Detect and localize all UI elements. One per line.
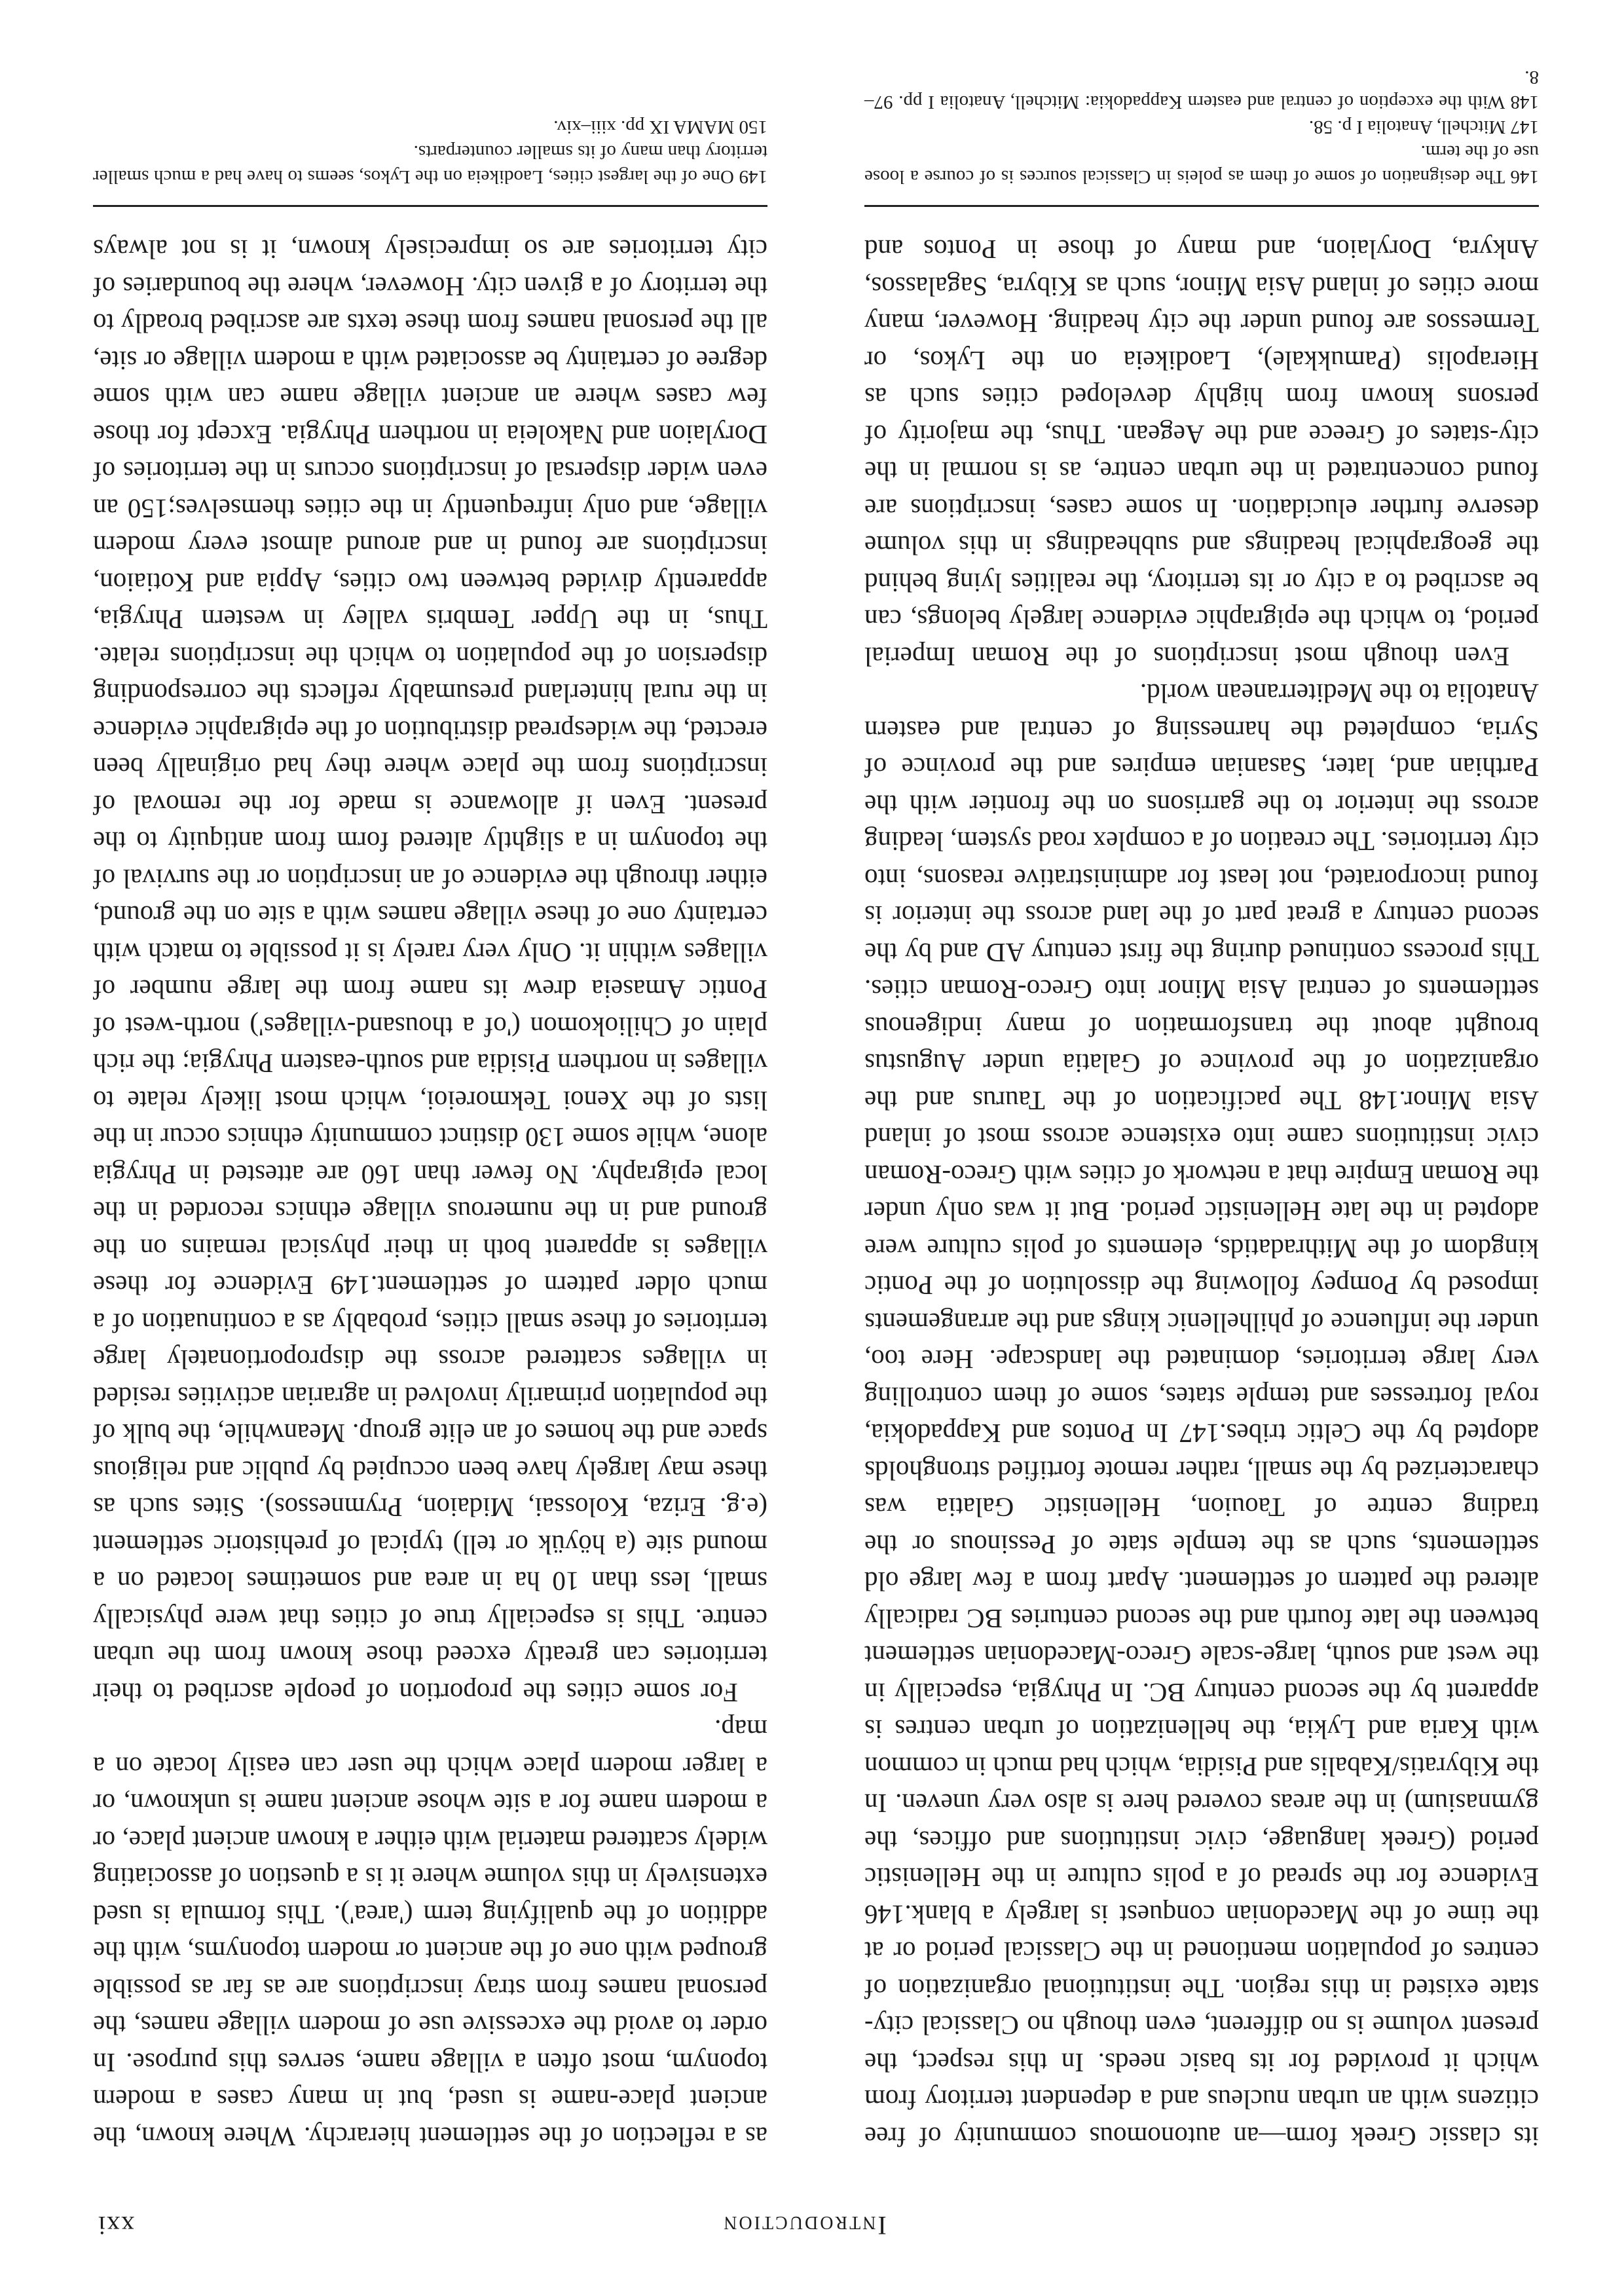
footnote-rule [93, 205, 767, 207]
right-column [93, 230, 767, 2155]
body-paragraph: its classic Greek form—an autonomous community of free citizens with an urban nucleus and a dependent territory from which it provided for its basic needs. In this respect, the present volume is no different, even though no Classical city-state existed in this region. The institutional organization of centres of population mentioned in the Classical period or at the time of the Macedonian conquest is largely a blank.146 Evidence for the spread of a polis culture in the Hellenistic period (Greek language, civic institutions and offices, the gymnasium) in the areas covered here is also very uneven. In the Kibyratis/Kabalis and Pisidia, which had much in common with Karia and Lykia, the hellenization of urban centres is apparent by the second century BC. In Phrygia, especially in the west and south, large-scale Greco-Macedonian settlement between the late fourth and the second centuries BC radically altered the pattern of settlement. Apart from a few large old settlements, such as the temple state of Pessinous or the trading centre of Taouion, Hellenistic Galatia was characterized by the small, rather remote fortified strongholds adopted by the Celtic tribes.147 In Pontos and Kappadokia, royal fortresses and temple states, some of them controlling very large territories, dominated the landscape. Here too, under the influence of philhellenic kings and the arrangements imposed by Pompey following the dissolution of the Pontic kingdom of the Mithradatids, elements of polis culture were adopted in the late Hellenistic period. But it was only under the Roman Empire that a network of cities with Greco-Roman civic institutions came into existence across most of inland Asia Minor.148 The pacification of the Taurus and the organization of the province of Galatia under Augustus brought about the transformation of many indigenous settlements of central Asia Minor into Greco-Roman cities. This process continued during the first century AD and by the second century a great part of the land across the interior is found incorporated, not least for administrative reasons, into city territories. The creation of a complex road system, leading across the interior to the garrisons on the frontier with the Parthian and, later, Sasanian empires and the province of Syria, completed the harnessing of central and eastern Anatolia to the Mediterranean world. [864, 678, 1539, 2152]
footnote: 150 MAMA IX pp. xiii–xiv. [553, 117, 767, 138]
running-head [97, 2195, 1511, 2241]
body-paragraph: as a reflection of the settlement hierarchy. Where known, the ancient place-name is used, but in many cases a modern toponym, most often a village name, serves this purpose. In order to avoid the excessive use of modern village names, the personal names from stray inscriptions are as far as possible grouped with one of the ancient or modern toponyms, with the addition of the qualifying term ('area'). This formula is used extensively in this volume where it is a question of associating widely scattered material with either a known ancient place, or a modern name for a site whose ancient name is unknown, or a larger modern place which the user can easily locate on a map. [93, 1714, 767, 2152]
left-footnotes [864, 65, 1539, 233]
left-column [864, 230, 1539, 2155]
footnote-rule [864, 205, 1539, 207]
right-footnotes [93, 115, 767, 233]
body-paragraph: For some cities the proportion of people ascribed to their territories can greatly exceed those known from the urban centre. This is especially true of cities that were physically small, less than 10 ha in area and sometimes located on a mound site (a höyük or tell) typical of prehistoric settlement (e.g. Eriza, Kolossai, Midaion, Prymnessos). Sites such as these may largely have been occupied by public and religious space and the homes of an elite group. Meanwhile, the bulk of the population primarily involved in agrarian activities resided in villages scattered across the disproportionately large territories of these small cities, probably as a continuation of a much older pattern of settlement.149 Evidence for these villages is apparent both in their physical remains on the ground and in the numerous village ethnics recorded in the local epigraphy. No fewer than 160 are attested in Phrygia alone, while some 130 distinct community ethnics occur in the lists of the Xenoi Tekmoreioi, which most likely relate to villages in northern Pisidia and south-eastern Phrygia; the rich plain of Chiliokomon ('of a thousand-villages') north-west of Pontic Amaseia drew its name from the large number of villages within it. Only very rarely is it possible to match with certainty one of these village names with a site on the ground, either through the evidence of an inscription or the survival of the toponym in a slightly altered form from antiquity to the present. Even if allowance is made for the removal of inscriptions from the place where they had originally been erected, the widespread distribution of the epigraphic evidence in the rural hinterland presumably reflects the corresponding dispersion of the population to which the inscriptions relate. Thus, in the Upper Tembris valley in western Phrygia, apparently divided between two cities, Appia and Kotiaion, inscriptions are found in and around almost every modern village, and only infrequently in the cities themselves;150 an even wider dispersal of inscriptions occurs in the territories of Dorylaion and Nakoleia in northern Phrygia. Except for those few cases where an ancient village name can with some degree of certainty be associated with a modern village or site, all the personal names from these texts are ascribed broadly to the territory of a given city. However, where the boundaries of city territories are so imprecisely known, it is not always [93, 234, 767, 1708]
footnote: 148 With the exception of central and eastern Kappadokia: Mitchell, Anatolia I pp. 97–8. [864, 67, 1539, 113]
footnote: 147 Mitchell, Anatolia I p. 58. [1308, 117, 1539, 138]
right-column-text [93, 230, 767, 2155]
footnote: 146 The designation of some of them as poleis in Classical sources is of course a loose use of the term. [864, 141, 1539, 187]
footnote: 149 One of the largest cities, Laodikeia on the Lykos, seems to have had a much smaller territory than many of its smaller counterparts. [93, 141, 767, 187]
left-column-text [864, 230, 1539, 2155]
page-number: xxi [97, 2211, 135, 2240]
body-paragraph: Even though most inscriptions of the Roman Imperial period, to which the epigraphic evidence largely belongs, can be ascribed to a city or its territory, the realities lying behind the geographical headings and subheadings in this volume deserve further elucidation. In some cases, inscriptions are found concentrated in the urban centre, as is normal in the city-states of Greece and the Aegean. Thus, the majority of persons known from highly developed cities such as Hierapolis (Pamukkale), Laodikeia on the Lykos, or Termessos are found under the city heading. However, many more cities of inland Asia Minor, such as Kibyra, Sagalassos, Ankyra, Dorylaion, and many of those in Pontos and [864, 234, 1539, 672]
running-head-title: Introduction [722, 2211, 887, 2240]
